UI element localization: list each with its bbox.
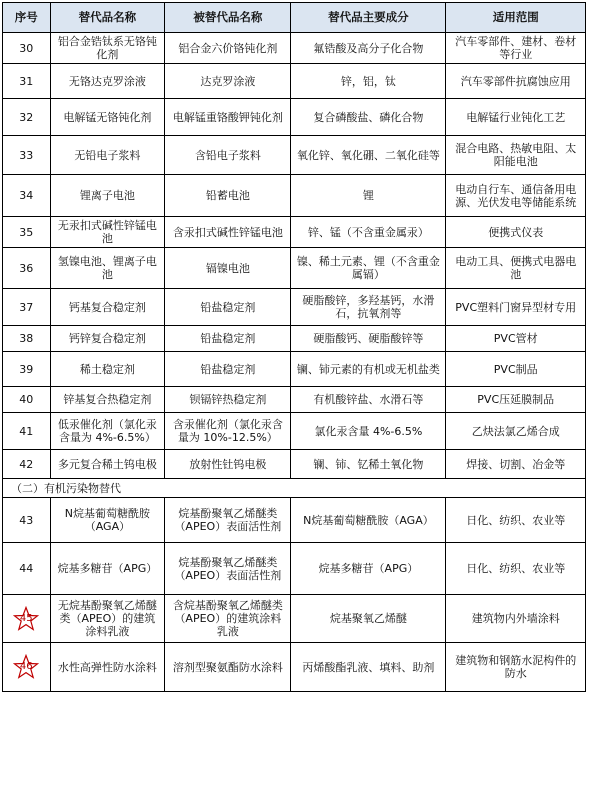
row-index <box>3 643 51 692</box>
table-row <box>3 175 586 217</box>
row-index: 38 <box>3 326 51 352</box>
row-index: 34 <box>3 175 51 217</box>
row-index: 41 <box>3 413 51 450</box>
main-ingredients: 镍、稀土元素、锂（不含重金属镉） <box>291 248 446 289</box>
substitute-name: 无汞扣式碱性锌锰电池 <box>50 217 165 248</box>
row-index: 35 <box>3 217 51 248</box>
table-row <box>3 99 586 136</box>
row-index: 44 <box>3 543 51 595</box>
replaced-name: 铝合金六价铬钝化剂 <box>165 33 291 64</box>
replaced-name: 溶剂型聚氨酯防水涂料 <box>165 643 291 692</box>
application-scope: 电动自行车、通信备用电源、光伏发电等储能系统 <box>446 175 586 217</box>
row-index: 31 <box>3 64 51 99</box>
main-ingredients: 锌、锰（不含重金属汞） <box>291 217 446 248</box>
replaced-name: 铅盐稳定剂 <box>165 289 291 326</box>
application-scope: 汽车零部件抗腐蚀应用 <box>446 64 586 99</box>
application-scope: 混合电路、热敏电阻、太阳能电池 <box>446 136 586 175</box>
replaced-name: 含烷基酚聚氧乙烯醚类（APEO）的建筑涂料乳液 <box>165 595 291 643</box>
substitute-name: 低汞催化剂（氯化汞含量为 4%-6.5%） <box>50 413 165 450</box>
substitute-name: 水性高弹性防水涂料 <box>50 643 165 692</box>
row-index: 37 <box>3 289 51 326</box>
table-row <box>3 326 586 352</box>
replaced-name: 镉镍电池 <box>165 248 291 289</box>
table-row <box>3 387 586 413</box>
replaced-name: 含汞催化剂（氯化汞含量为 10%-12.5%） <box>165 413 291 450</box>
row-index: 43 <box>3 498 51 543</box>
row-index: 36 <box>3 248 51 289</box>
main-ingredients: 丙烯酸酯乳液、填料、助剂 <box>291 643 446 692</box>
replaced-name: 含汞扣式碱性锌锰电池 <box>165 217 291 248</box>
table-row <box>3 33 586 64</box>
table-row <box>3 643 586 692</box>
replaced-name: 铅蓄电池 <box>165 175 291 217</box>
application-scope: 电动工具、便携式电器电池 <box>446 248 586 289</box>
table-row <box>3 450 586 479</box>
substitute-name: 无烷基酚聚氧乙烯醚类（APEO）的建筑涂料乳液 <box>50 595 165 643</box>
replaced-name: 含铅电子浆料 <box>165 136 291 175</box>
main-ingredients: 氯化汞含量 4%-6.5% <box>291 413 446 450</box>
table-row <box>3 413 586 450</box>
replaced-name: 放射性钍钨电极 <box>165 450 291 479</box>
substitute-name: 烷基多糖苷（APG） <box>50 543 165 595</box>
substitute-name: 铝合金锆钛系无铬钝化剂 <box>50 33 165 64</box>
application-scope: 便携式仪表 <box>446 217 586 248</box>
row-index: 42 <box>3 450 51 479</box>
section-title: （二）有机污染物替代 <box>3 479 586 498</box>
substitute-name: 多元复合稀土钨电极 <box>50 450 165 479</box>
row-index: 32 <box>3 99 51 136</box>
table-row <box>3 543 586 595</box>
application-scope: 电解锰行业钝化工艺 <box>446 99 586 136</box>
substitution-table <box>2 2 586 692</box>
replaced-name: 铅盐稳定剂 <box>165 352 291 387</box>
main-ingredients: 烷基聚氧乙烯醚 <box>291 595 446 643</box>
application-scope: 建筑物和钢筋水泥构件的防水 <box>446 643 586 692</box>
main-ingredients: 锂 <box>291 175 446 217</box>
substitute-name: 氢镍电池、锂离子电池 <box>50 248 165 289</box>
substitute-name: 钙锌复合稳定剂 <box>50 326 165 352</box>
substitute-name: 电解锰无铬钝化剂 <box>50 99 165 136</box>
application-scope: PVC塑料门窗异型材专用 <box>446 289 586 326</box>
application-scope: 日化、纺织、农业等 <box>446 498 586 543</box>
star-number: 46 <box>19 661 33 672</box>
row-index: 33 <box>3 136 51 175</box>
replaced-name: 钡镉锌热稳定剂 <box>165 387 291 413</box>
star-icon <box>13 606 39 632</box>
substitute-name: 稀土稳定剂 <box>50 352 165 387</box>
header-replaced-name: 被替代品名称 <box>165 3 291 33</box>
application-scope: 焊接、切割、冶金等 <box>446 450 586 479</box>
replaced-name: 烷基酚聚氧乙烯醚类（APEO）表面活性剂 <box>165 498 291 543</box>
main-ingredients: 有机酸锌盐、水滑石等 <box>291 387 446 413</box>
substitute-name: 锂离子电池 <box>50 175 165 217</box>
application-scope: 日化、纺织、农业等 <box>446 543 586 595</box>
document-page <box>2 2 586 692</box>
table-row <box>3 64 586 99</box>
main-ingredients: 硬脂酸钙、硬脂酸锌等 <box>291 326 446 352</box>
application-scope: PVC压延膜制品 <box>446 387 586 413</box>
main-ingredients: 镧、铈元素的有机或无机盐类 <box>291 352 446 387</box>
replaced-name: 达克罗涂液 <box>165 64 291 99</box>
substitute-name: 无铬达克罗涂液 <box>50 64 165 99</box>
main-ingredients: 复合磷酸盐、磷化合物 <box>291 99 446 136</box>
application-scope: 建筑物内外墙涂料 <box>446 595 586 643</box>
table-row <box>3 352 586 387</box>
main-ingredients: 氧化锌、氧化硼、二氧化硅等 <box>291 136 446 175</box>
row-index: 40 <box>3 387 51 413</box>
star-number: 45 <box>19 612 33 624</box>
main-ingredients: N烷基葡萄糖酰胺（AGA） <box>291 498 446 543</box>
header-main-ingredients: 替代品主要成分 <box>291 3 446 33</box>
substitute-name: 无铅电子浆料 <box>50 136 165 175</box>
row-index: 39 <box>3 352 51 387</box>
table-header-row <box>3 3 586 33</box>
table-row <box>3 217 586 248</box>
main-ingredients: 烷基多糖苷（APG） <box>291 543 446 595</box>
table-row <box>3 289 586 326</box>
application-scope: 乙炔法氯乙烯合成 <box>446 413 586 450</box>
table-row <box>3 498 586 543</box>
row-index: 30 <box>3 33 51 64</box>
header-index: 序号 <box>3 3 51 33</box>
table-row <box>3 136 586 175</box>
main-ingredients: 氟锆酸及高分子化合物 <box>291 33 446 64</box>
header-scope: 适用范围 <box>446 3 586 33</box>
main-ingredients: 硬脂酸锌，多羟基钙，水滑石，抗氧剂等 <box>291 289 446 326</box>
row-index <box>3 595 51 643</box>
main-ingredients: 镧、铈、钇稀土氧化物 <box>291 450 446 479</box>
star-icon <box>13 654 39 680</box>
table-row <box>3 595 586 643</box>
substitute-name: N烷基葡萄糖酰胺（AGA） <box>50 498 165 543</box>
table-row <box>3 248 586 289</box>
substitute-name: 钙基复合稳定剂 <box>50 289 165 326</box>
application-scope: PVC管材 <box>446 326 586 352</box>
main-ingredients: 锌，铝，钛 <box>291 64 446 99</box>
application-scope: 汽车零部件、建材、卷材等行业 <box>446 33 586 64</box>
substitute-name: 锌基复合热稳定剂 <box>50 387 165 413</box>
application-scope: PVC制品 <box>446 352 586 387</box>
replaced-name: 铅盐稳定剂 <box>165 326 291 352</box>
replaced-name: 电解锰重铬酸钾钝化剂 <box>165 99 291 136</box>
section-row <box>3 479 586 498</box>
replaced-name: 烷基酚聚氧乙烯醚类（APEO）表面活性剂 <box>165 543 291 595</box>
header-substitute-name: 替代品名称 <box>50 3 165 33</box>
